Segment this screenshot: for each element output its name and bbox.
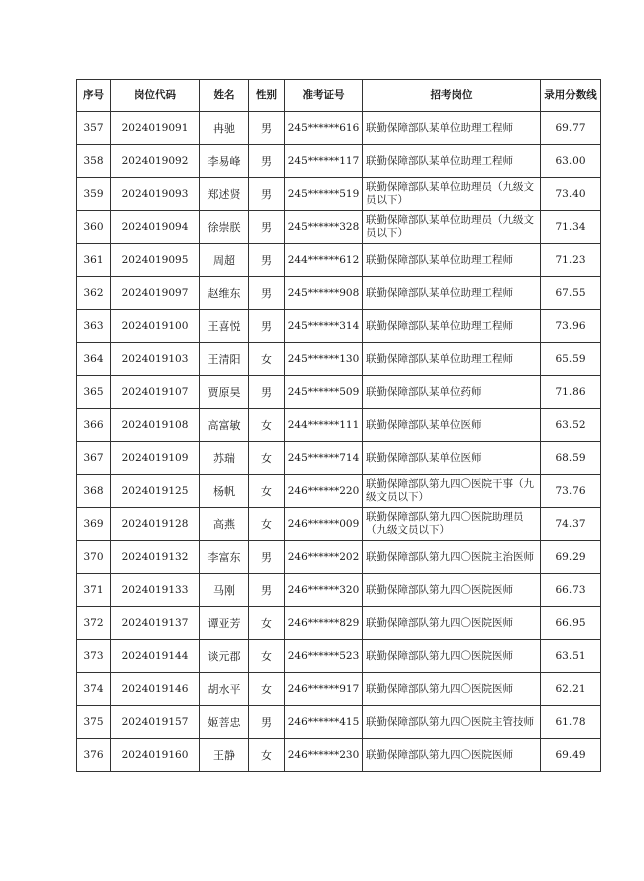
header-gender: 性别 — [249, 80, 285, 112]
cell-position: 联勤保障部队某单位助理工程师 — [363, 310, 541, 343]
table-row — [77, 442, 601, 475]
cell-position: 联勤保障部队第九四〇医院助理员（九级文员以下） — [363, 508, 541, 541]
cell-index: 369 — [77, 508, 111, 541]
cell-index: 371 — [77, 574, 111, 607]
cell-gender: 男 — [249, 541, 285, 574]
table-row — [77, 343, 601, 376]
cell-position: 联勤保障部队某单位助理员（九级文员以下） — [363, 178, 541, 211]
cell-position: 联勤保障部队第九四〇医院医师 — [363, 607, 541, 640]
cell-index: 368 — [77, 475, 111, 508]
cell-score: 69.77 — [541, 112, 601, 145]
cell-score: 74.37 — [541, 508, 601, 541]
cell-name: 谭亚芳 — [200, 607, 249, 640]
cell-position: 联勤保障部队第九四〇医院主治医师 — [363, 541, 541, 574]
cell-post-code: 2024019094 — [111, 211, 200, 244]
cell-name: 李易峰 — [200, 145, 249, 178]
cell-post-code: 2024019097 — [111, 277, 200, 310]
cell-name: 高燕 — [200, 508, 249, 541]
cell-gender: 男 — [249, 706, 285, 739]
cell-exam-id: 246******829 — [285, 607, 363, 640]
cell-name: 郑述贤 — [200, 178, 249, 211]
cell-gender: 男 — [249, 211, 285, 244]
cell-post-code: 2024019092 — [111, 145, 200, 178]
cell-exam-id: 246******523 — [285, 640, 363, 673]
cell-score: 63.51 — [541, 640, 601, 673]
cell-gender: 男 — [249, 310, 285, 343]
cell-score: 61.78 — [541, 706, 601, 739]
cell-position: 联勤保障部队某单位助理工程师 — [363, 244, 541, 277]
cell-post-code: 2024019091 — [111, 112, 200, 145]
cell-position: 联勤保障部队某单位助理员（九级文员以下） — [363, 211, 541, 244]
table-row — [77, 376, 601, 409]
cell-post-code: 2024019160 — [111, 739, 200, 772]
table-row — [77, 145, 601, 178]
cell-exam-id: 246******320 — [285, 574, 363, 607]
cell-name: 徐崇朕 — [200, 211, 249, 244]
cell-name: 马刚 — [200, 574, 249, 607]
cell-exam-id: 246******230 — [285, 739, 363, 772]
cell-score: 71.86 — [541, 376, 601, 409]
table-row — [77, 409, 601, 442]
cell-index: 362 — [77, 277, 111, 310]
table-row — [77, 640, 601, 673]
table-header-row — [77, 80, 601, 112]
cell-post-code: 2024019093 — [111, 178, 200, 211]
cell-name: 冉驰 — [200, 112, 249, 145]
cell-post-code: 2024019137 — [111, 607, 200, 640]
cell-score: 63.52 — [541, 409, 601, 442]
header-exam-id: 准考证号 — [285, 80, 363, 112]
cell-exam-id: 244******111 — [285, 409, 363, 442]
cell-gender: 女 — [249, 475, 285, 508]
cell-score: 73.96 — [541, 310, 601, 343]
header-score: 录用分数线 — [541, 80, 601, 112]
cell-score: 65.59 — [541, 343, 601, 376]
cell-score: 63.00 — [541, 145, 601, 178]
table-row — [77, 541, 601, 574]
cell-post-code: 2024019132 — [111, 541, 200, 574]
cell-position: 联勤保障部队某单位医师 — [363, 409, 541, 442]
cell-index: 358 — [77, 145, 111, 178]
cell-name: 王静 — [200, 739, 249, 772]
cell-index: 376 — [77, 739, 111, 772]
header-index: 序号 — [77, 80, 111, 112]
cell-score: 71.34 — [541, 211, 601, 244]
cell-score: 62.21 — [541, 673, 601, 706]
cell-index: 370 — [77, 541, 111, 574]
table-row — [77, 574, 601, 607]
cell-exam-id: 246******009 — [285, 508, 363, 541]
cell-post-code: 2024019125 — [111, 475, 200, 508]
cell-index: 365 — [77, 376, 111, 409]
cell-index: 366 — [77, 409, 111, 442]
cell-post-code: 2024019144 — [111, 640, 200, 673]
cell-exam-id: 244******612 — [285, 244, 363, 277]
cell-exam-id: 245******616 — [285, 112, 363, 145]
cell-exam-id: 246******415 — [285, 706, 363, 739]
cell-index: 373 — [77, 640, 111, 673]
cell-score: 66.95 — [541, 607, 601, 640]
cell-exam-id: 245******714 — [285, 442, 363, 475]
cell-position: 联勤保障部队第九四〇医院主管技师 — [363, 706, 541, 739]
table-row — [77, 277, 601, 310]
table-row — [77, 508, 601, 541]
results-table — [76, 79, 601, 772]
cell-name: 王喜悦 — [200, 310, 249, 343]
cell-exam-id: 245******509 — [285, 376, 363, 409]
cell-name: 胡水平 — [200, 673, 249, 706]
cell-gender: 男 — [249, 574, 285, 607]
cell-name: 谈元郡 — [200, 640, 249, 673]
cell-position: 联勤保障部队某单位助理工程师 — [363, 112, 541, 145]
cell-score: 69.29 — [541, 541, 601, 574]
cell-position: 联勤保障部队第九四〇医院干事（九级文员以下） — [363, 475, 541, 508]
cell-exam-id: 246******220 — [285, 475, 363, 508]
cell-gender: 男 — [249, 277, 285, 310]
cell-post-code: 2024019133 — [111, 574, 200, 607]
cell-score: 73.40 — [541, 178, 601, 211]
cell-score: 68.59 — [541, 442, 601, 475]
cell-post-code: 2024019095 — [111, 244, 200, 277]
header-name: 姓名 — [200, 80, 249, 112]
header-post-code: 岗位代码 — [111, 80, 200, 112]
table-row — [77, 475, 601, 508]
cell-name: 杨帆 — [200, 475, 249, 508]
cell-gender: 女 — [249, 343, 285, 376]
header-position: 招考岗位 — [363, 80, 541, 112]
cell-gender: 女 — [249, 640, 285, 673]
cell-post-code: 2024019146 — [111, 673, 200, 706]
cell-exam-id: 246******202 — [285, 541, 363, 574]
table-row — [77, 607, 601, 640]
cell-index: 360 — [77, 211, 111, 244]
cell-index: 364 — [77, 343, 111, 376]
cell-index: 372 — [77, 607, 111, 640]
cell-post-code: 2024019108 — [111, 409, 200, 442]
cell-post-code: 2024019107 — [111, 376, 200, 409]
cell-name: 李富东 — [200, 541, 249, 574]
table-row — [77, 706, 601, 739]
table-row — [77, 244, 601, 277]
cell-name: 贾原昊 — [200, 376, 249, 409]
cell-exam-id: 245******908 — [285, 277, 363, 310]
cell-post-code: 2024019109 — [111, 442, 200, 475]
cell-post-code: 2024019157 — [111, 706, 200, 739]
cell-name: 苏瑞 — [200, 442, 249, 475]
cell-post-code: 2024019103 — [111, 343, 200, 376]
cell-exam-id: 246******917 — [285, 673, 363, 706]
cell-position: 联勤保障部队某单位助理工程师 — [363, 145, 541, 178]
cell-position: 联勤保障部队第九四〇医院医师 — [363, 574, 541, 607]
cell-position: 联勤保障部队某单位医师 — [363, 442, 541, 475]
cell-post-code: 2024019128 — [111, 508, 200, 541]
cell-index: 357 — [77, 112, 111, 145]
cell-name: 姬菩忠 — [200, 706, 249, 739]
cell-gender: 女 — [249, 607, 285, 640]
cell-position: 联勤保障部队第九四〇医院医师 — [363, 673, 541, 706]
cell-exam-id: 245******117 — [285, 145, 363, 178]
cell-name: 赵维东 — [200, 277, 249, 310]
cell-name: 周超 — [200, 244, 249, 277]
cell-position: 联勤保障部队某单位助理工程师 — [363, 277, 541, 310]
cell-score: 73.76 — [541, 475, 601, 508]
cell-index: 367 — [77, 442, 111, 475]
cell-index: 359 — [77, 178, 111, 211]
cell-name: 高富敏 — [200, 409, 249, 442]
cell-score: 69.49 — [541, 739, 601, 772]
cell-position: 联勤保障部队某单位药师 — [363, 376, 541, 409]
table-row — [77, 673, 601, 706]
cell-name: 王清阳 — [200, 343, 249, 376]
cell-index: 361 — [77, 244, 111, 277]
cell-position: 联勤保障部队第九四〇医院医师 — [363, 739, 541, 772]
table-row — [77, 112, 601, 145]
cell-gender: 男 — [249, 145, 285, 178]
cell-score: 67.55 — [541, 277, 601, 310]
cell-gender: 女 — [249, 409, 285, 442]
cell-score: 66.73 — [541, 574, 601, 607]
cell-index: 363 — [77, 310, 111, 343]
cell-gender: 女 — [249, 673, 285, 706]
cell-exam-id: 245******519 — [285, 178, 363, 211]
cell-gender: 女 — [249, 508, 285, 541]
cell-index: 375 — [77, 706, 111, 739]
cell-index: 374 — [77, 673, 111, 706]
cell-exam-id: 245******130 — [285, 343, 363, 376]
cell-position: 联勤保障部队某单位助理工程师 — [363, 343, 541, 376]
cell-gender: 女 — [249, 739, 285, 772]
table-row — [77, 310, 601, 343]
cell-score: 71.23 — [541, 244, 601, 277]
cell-exam-id: 245******328 — [285, 211, 363, 244]
cell-gender: 男 — [249, 376, 285, 409]
table-row — [77, 211, 601, 244]
cell-exam-id: 245******314 — [285, 310, 363, 343]
cell-gender: 男 — [249, 112, 285, 145]
table-row — [77, 178, 601, 211]
cell-gender: 男 — [249, 178, 285, 211]
cell-gender: 女 — [249, 442, 285, 475]
cell-gender: 男 — [249, 244, 285, 277]
cell-position: 联勤保障部队第九四〇医院医师 — [363, 640, 541, 673]
cell-post-code: 2024019100 — [111, 310, 200, 343]
table-row — [77, 739, 601, 772]
